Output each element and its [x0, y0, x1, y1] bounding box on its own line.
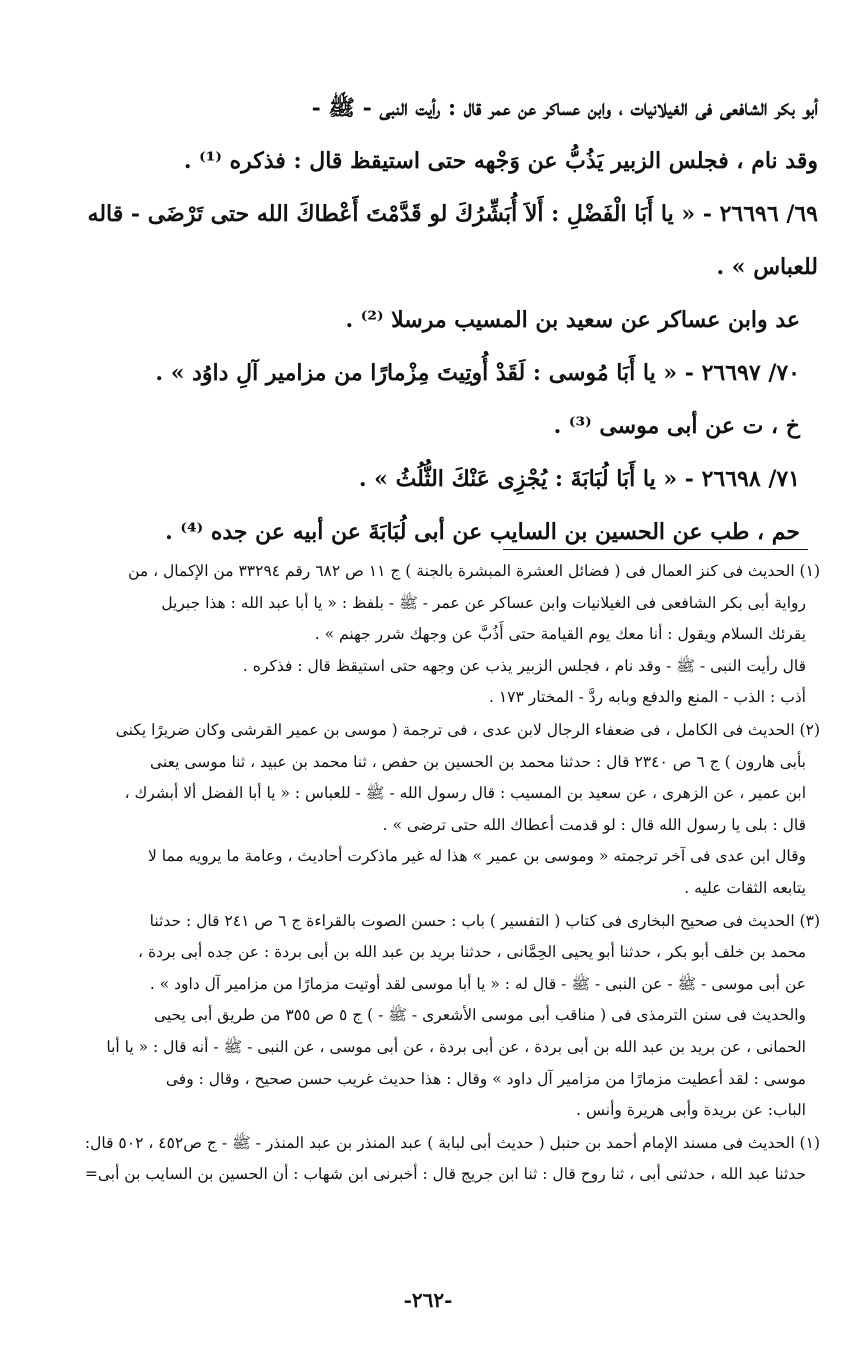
main-line: أبو بكر الشافعى فى الغيلانيات ، وابن عساكر عن عمر قال : رأيت النبى - ﷺ -: [311, 95, 818, 121]
page-number: -٢٦٢-: [403, 1288, 453, 1312]
footnote-line: يتابعه الثقات عليه .: [684, 878, 806, 897]
footnote-line: أذب : الذب - المنع والدفع وبابه ردَّ - المختار ١٧٣ .: [488, 688, 806, 707]
main-line: ٦٩/ ٢٦٦٩٦ - « يا أَبَا الْفَضْلِ : أَلاَ أُبَشِّرُكَ لو قَدَّمْتَ أَعْطاكَ الله حتى تَرْضَى - قاله: [87, 201, 818, 227]
main-text: [32, 82, 818, 559]
footnote-line: موسى : لقد أعطيت مزمارًا من مزامير آل داود » وقال : هذا حديث غريب حسن صحيح ، وقال : وفى: [165, 1069, 806, 1088]
footnote-line: محمد بن خلف أبو بكر ، حدثنا أبو يحيى الحِمَّانى ، حدثنا بريد بن عبد الله بن أبى بردة : عن جده أبى بردة ،: [138, 943, 806, 962]
footnote-line: يقرئك السلام ويقول : أنا معك يوم القيامة حتى أَذُبَّ عن وجهك شرر جهنم » .: [314, 625, 806, 644]
footnote-line: قال : بلى يا رسول الله قال : لو قدمت أعطاك الله حتى ترضى » .: [382, 815, 806, 834]
main-line: حم ، طب عن الحسين بن السايب عن أبى لُبَابَةَ عن أبيه عن جده ⁽⁴⁾ .: [165, 519, 800, 545]
footnotes: [30, 556, 820, 1191]
footnote-line: قال رأيت النبى - ﷺ - وقد نام ، فجلس الزبير يذب عن وجهه حتى استيقظ قال : فذكره .: [242, 656, 806, 675]
footnote-line: الحمانى ، عن بريد بن عبد الله بن أبى بردة ، عن أبى بردة ، عن أبى موسى ، عن النبى - ﷺ - أنه قال : « يا أبا: [106, 1037, 806, 1056]
footnote-line: (٣) الحديث فى صحيح البخارى فى كتاب ( التفسير ) باب : حسن الصوت بالقراءة ج ٦ ص ٢٤١ قال : حدثنا: [149, 911, 820, 930]
footnote-separator: [503, 549, 808, 550]
footnote-line: (١) الحديث فى مسند الإمام أحمد بن حنبل ( حديث أبى لبابة ) عبد المنذر بن عبد المنذر - ﷺ - ج ص٤٥٢ ، ٥٠٢ قال:: [84, 1133, 820, 1152]
main-line: خ ، ت عن أبى موسى ⁽³⁾ .: [553, 413, 800, 439]
footnote-line: عن أبى موسى - ﷺ - عن النبى - ﷺ - قال له : « يا أبا موسى لقد أوتيت مزمارًا من مزامير آل داود » .: [149, 974, 806, 993]
footnote-line: والحديث فى سنن الترمذى فى ( مناقب أبى موسى الأشعرى - ﷺ - ) ج ٥ ص ٣٥٥ من طريق أبى يحيى: [153, 1006, 806, 1025]
footnote-line: (١) الحديث فى كنز العمال فى ( فضائل العشرة المبشرة بالجنة ) ج ١١ ص ٦٨٢ رقم ٣٣٢٩٤ من الإكمال ، من: [128, 562, 820, 580]
footnote-line: (٢) الحديث فى الكامل ، فى ضعفاء الرجال لابن عدى ، فى ترجمة ( موسى بن عمير القرشى وكان ضريرًا يكنى: [115, 720, 820, 739]
footnote-line: حدثنا عبد الله ، حدثنى أبى ، ثنا روح قال : ثنا ابن جريج قال : أخبرنى ابن شهاب : أن الحسين بن السايب بن أبى=: [84, 1165, 806, 1184]
footnote-line: وقال ابن عدى فى آخر ترجمته « وموسى بن عمير » هذا له غير ماذكرت أحاديث ، وعامة ما يرويه مما لا: [147, 847, 806, 866]
footnote-line: الباب: عن بريدة وأبى هريرة وأنس .: [576, 1101, 806, 1120]
main-line: للعباس » .: [716, 254, 818, 280]
main-line: عد وابن عساكر عن سعيد بن المسيب مرسلا ⁽²⁾ .: [345, 307, 800, 333]
main-line: ٧١/ ٢٦٦٩٨ - « يا أَبَا لُبَابَةَ : يُجْزِى عَنْكَ الثُّلُثُ » .: [358, 466, 800, 492]
footnote-line: ابن عمير ، عن الزهرى ، عن سعيد بن المسيب : قال رسول الله - ﷺ - للعباس : « يا أبا الفضل ألا أبشرك ،: [124, 784, 806, 803]
main-line: ٧٠/ ٢٦٦٩٧ - « يا أَبَا مُوسى : لَقَدْ أُوتِيتَ مِزْمارًا من مزامير آلِ داوُد » .: [155, 360, 800, 386]
main-line: وقد نام ، فجلس الزبير يَذُبُّ عن وَجْهه حتى استيقظ قال : فذكره ⁽¹⁾ .: [183, 148, 818, 174]
footnote-line: بأبى هارون ) ج ٦ ص ٢٣٤٠ قال : حدثنا محمد بن الحسين بن حفص ، ثنا محمد بن عبيد ، ثنا موسى يعنى: [150, 752, 806, 771]
footnote-line: رواية أبى بكر الشافعى فى الغيلانيات وابن عساكر عن عمر - ﷺ - بلفظ : « يا أبا عبد الله : هذا جبريل: [161, 593, 806, 612]
